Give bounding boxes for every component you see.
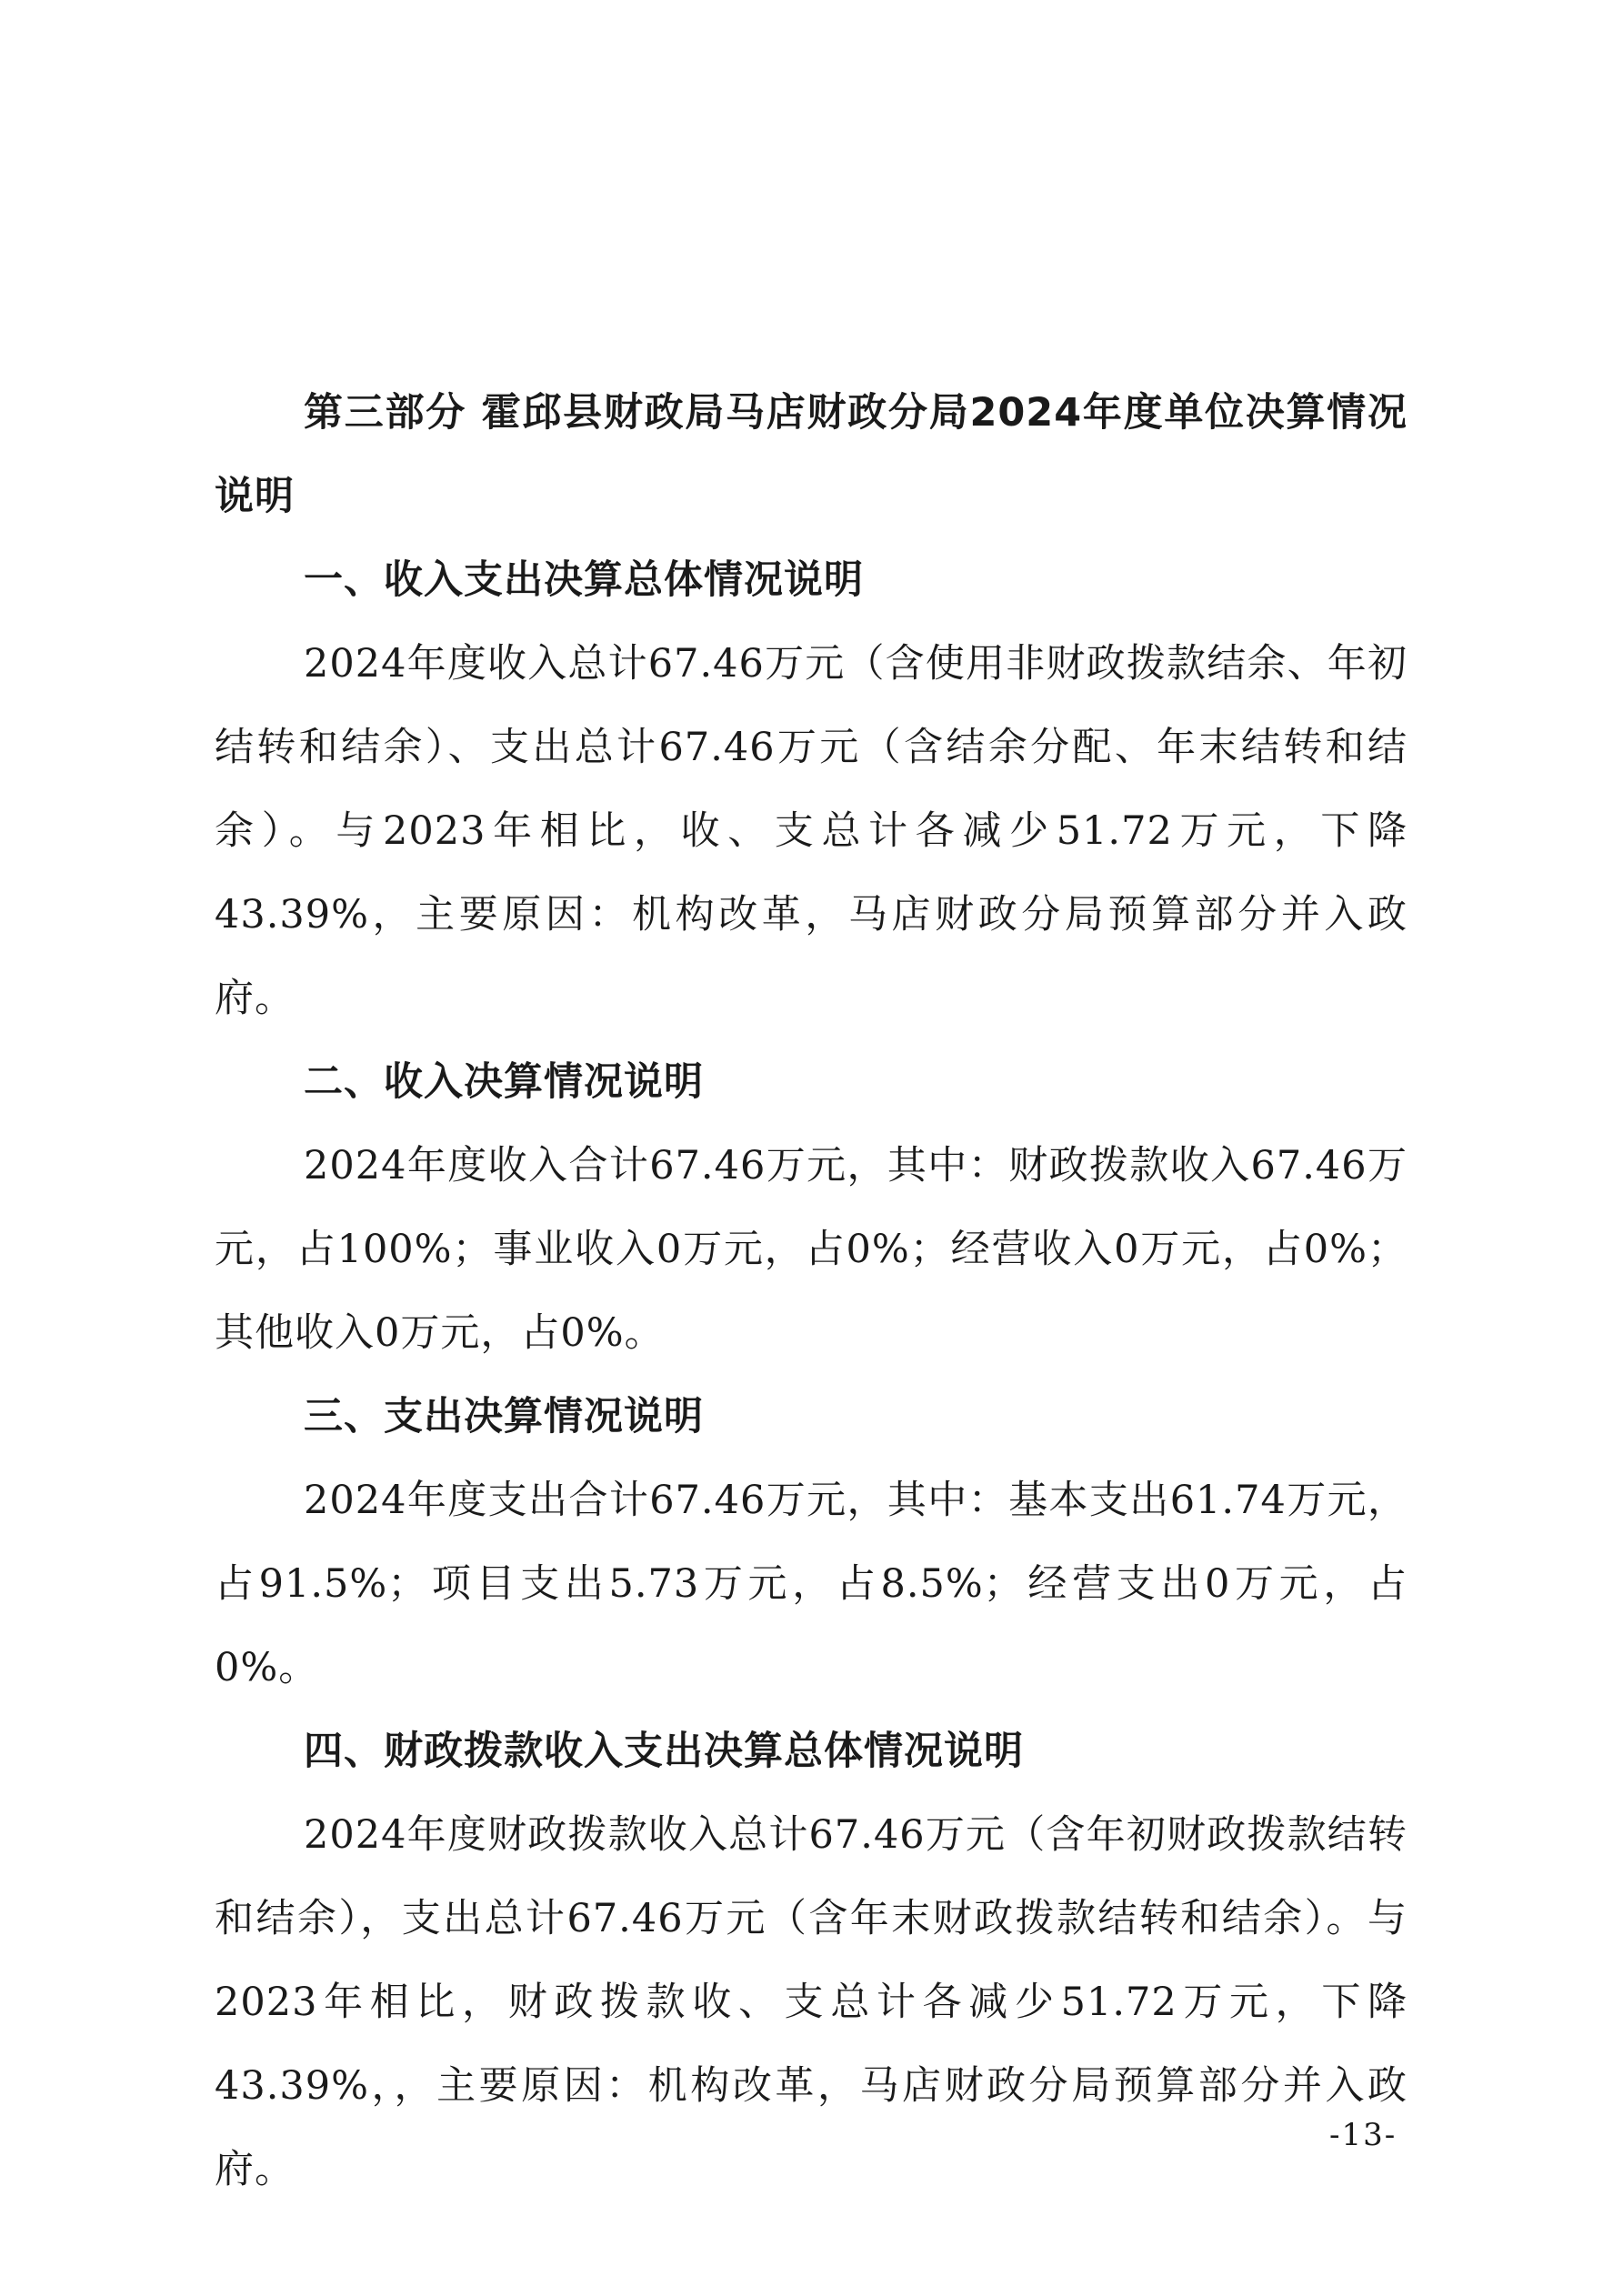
- section-body-4: 2024年度财政拨款收入总计67.46万元（含年初财政拨款结转和结余），支出总计67.46万元（含年末财政拨款结转和结余）。与2023年相比，财政拨款收、支总计各减少51.72万元，下降43.39%，，主要原因：机构改革，马店财政分局预算部分并入政府。: [215, 1812, 1408, 2192]
- page-number: -13-: [1329, 2117, 1398, 2153]
- section-body-3: 2024年度支出合计67.46万元，其中：基本支出61.74万元，占91.5%；项目支出5.73万元，占8.5%；经营支出0万元，占0%。: [215, 1478, 1408, 1690]
- section-heading-2: 二、收入决算情况说明: [304, 1059, 704, 1105]
- section-heading-1: 一、收入支出决算总体情况说明: [304, 557, 864, 603]
- section-heading-3: 三、支出决算情况说明: [304, 1394, 704, 1439]
- section-body-2: 2024年度收入合计67.46万元，其中：财政拨款收入67.46万元，占100%；事业收入0万元，占0%；经营收入0万元，占0%；其他收入0万元，占0%。: [215, 1143, 1408, 1356]
- section-body-1: 2024年度收入总计67.46万元（含使用非财政拨款结余、年初结转和结余）、支出总计67.46万元（含结余分配、年末结转和结余）。与2023年相比，收、支总计各减少51.72万元，下降43.39%，主要原因：机构改革，马店财政分局预算部分并入政府。: [215, 641, 1408, 1021]
- section-heading-4: 四、财政拨款收入支出决算总体情况说明: [304, 1729, 1024, 1774]
- document-title: 第三部分 霍邱县财政局马店财政分局2024年度单位决算情况说明: [215, 390, 1408, 519]
- document-content: [215, 371, 1408, 2211]
